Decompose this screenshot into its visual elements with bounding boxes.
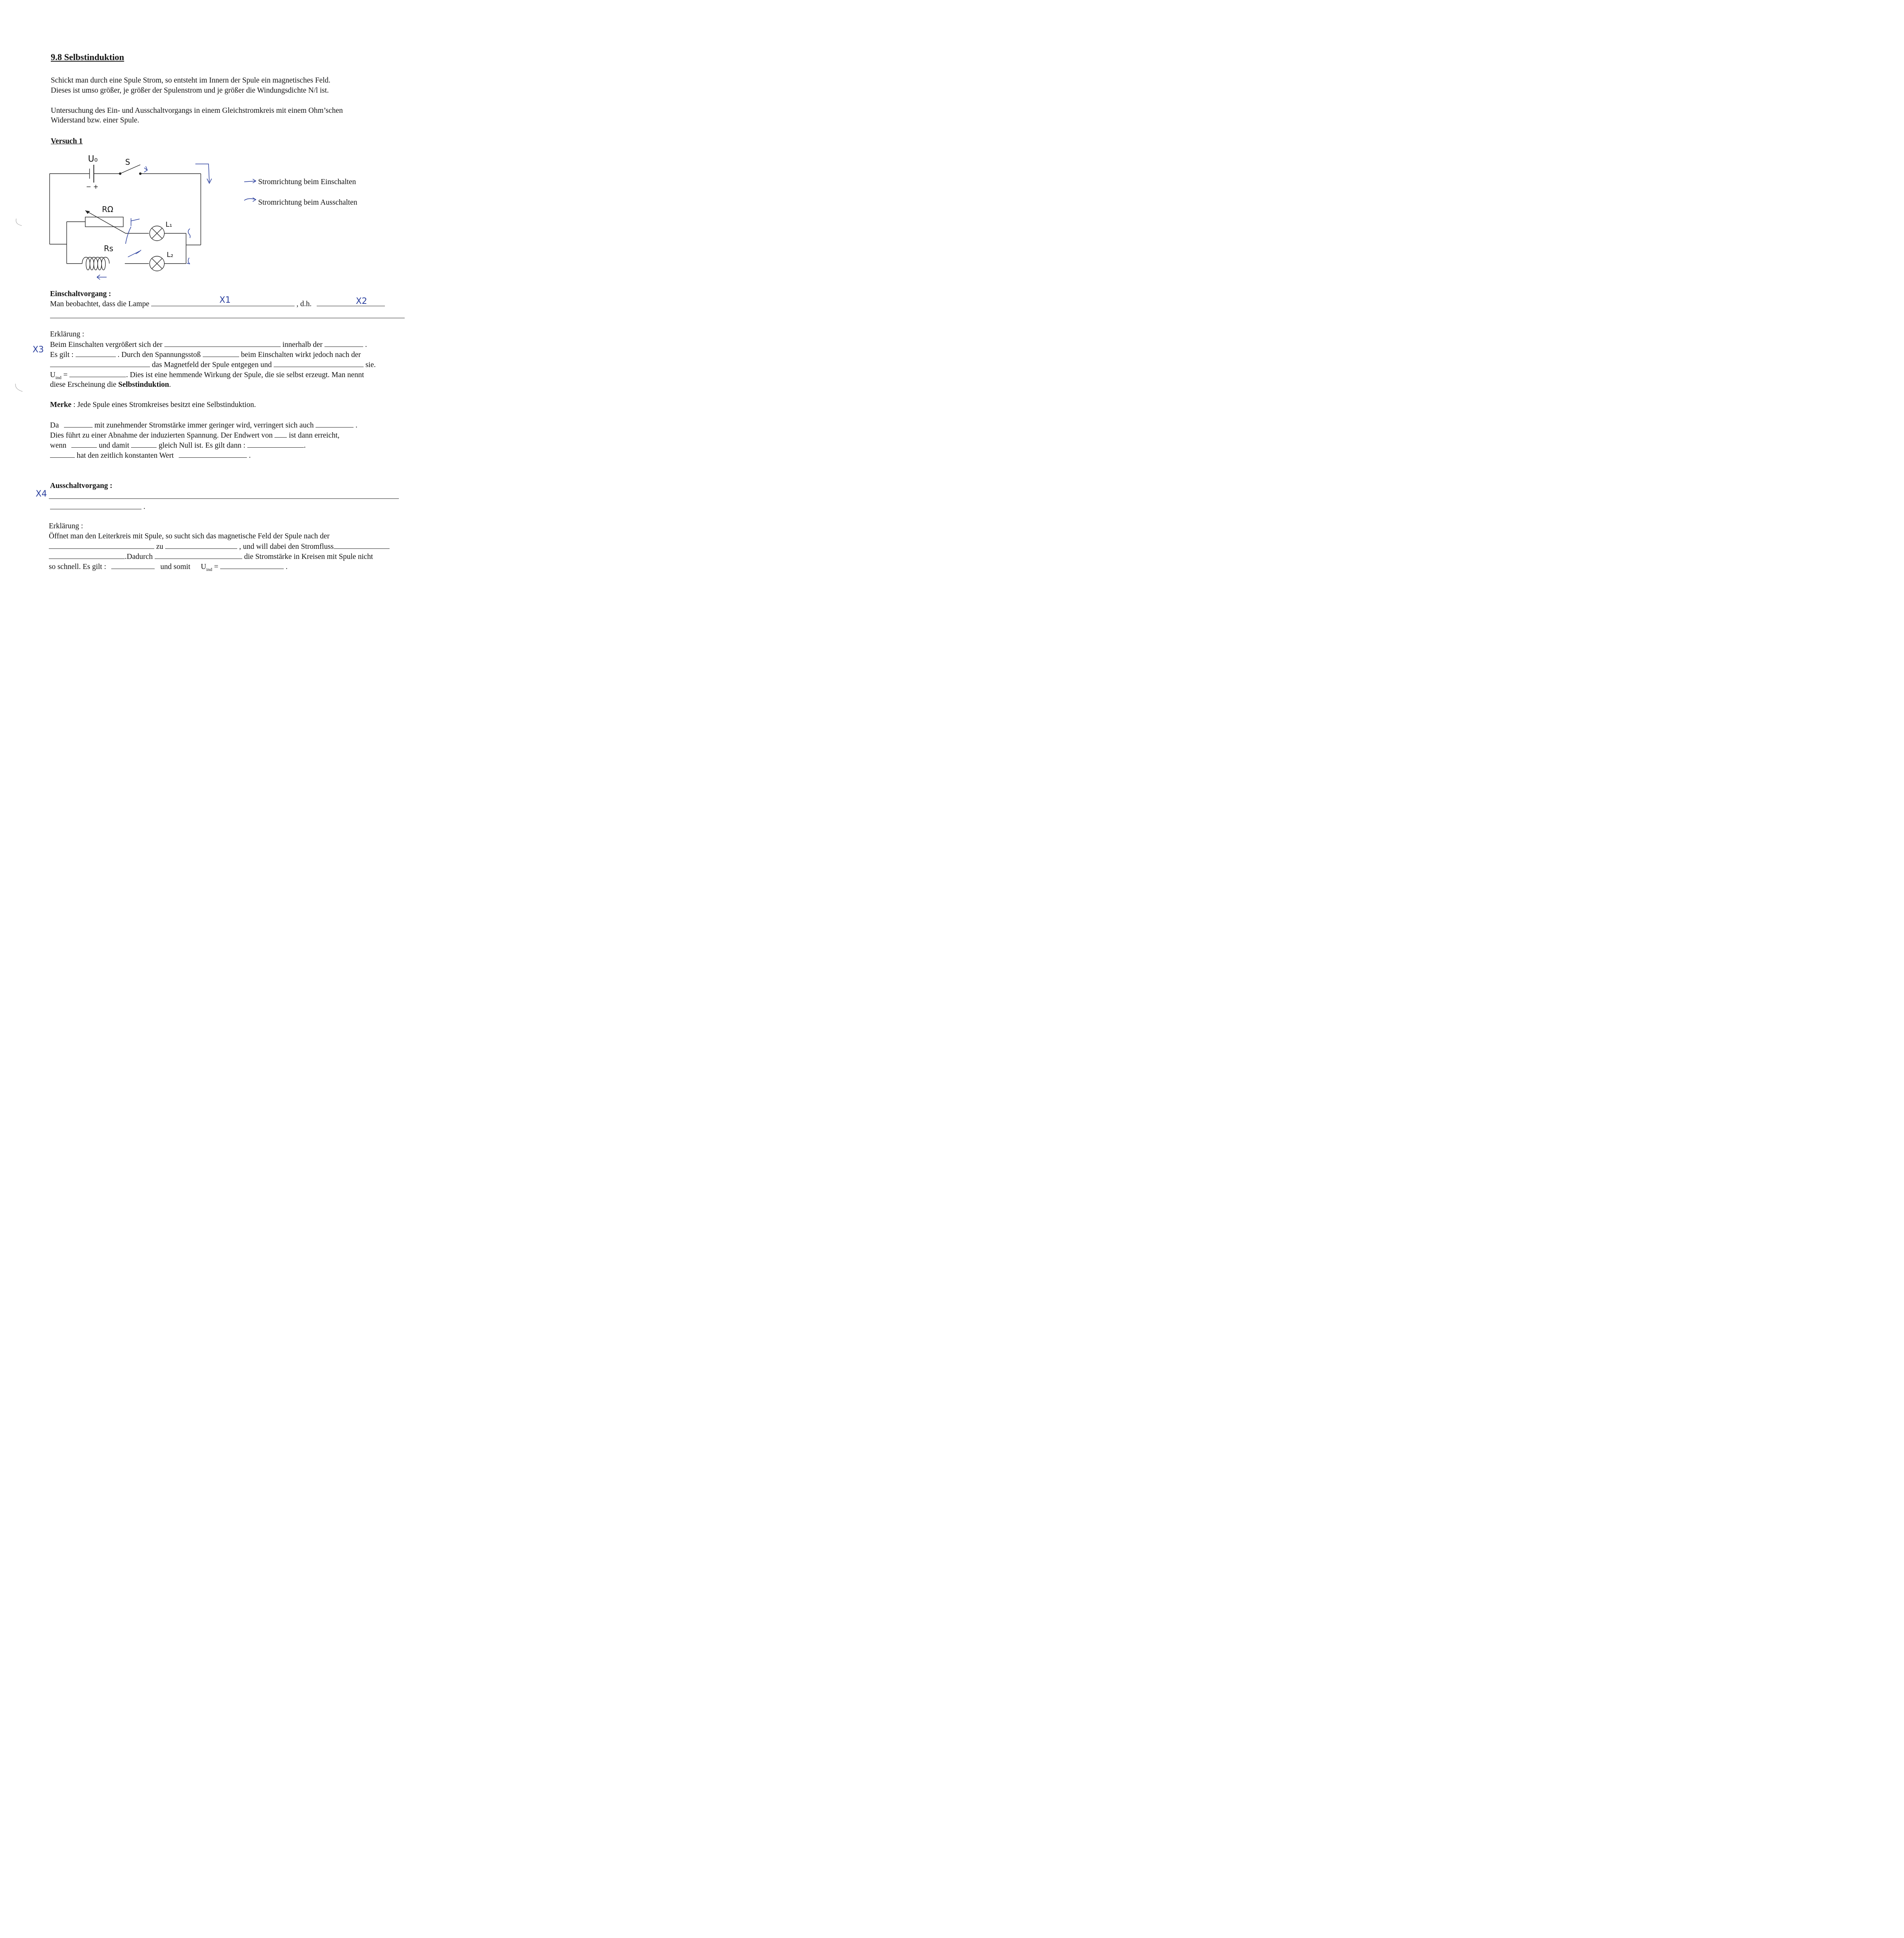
da-line-2 (50, 431, 340, 440)
explanation1-line-4 (50, 371, 364, 380)
explanation1-line-5 (50, 381, 171, 389)
explanation2-line-4 (49, 563, 288, 572)
blank (49, 553, 125, 559)
intro-line-2: Dieses ist umso größer, je größer der Spulenstrom und je größer die Windungsdichte N/l ist. (51, 86, 329, 95)
da-line-1 (50, 421, 357, 429)
text: und damit (99, 441, 129, 450)
legend-switch-on: Stromrichtung beim Einschalten (258, 178, 356, 186)
blank (69, 371, 126, 377)
text: . (249, 452, 251, 460)
worksheet-page (0, 0, 428, 607)
subscript: ind (55, 374, 62, 380)
observe-text: Man beobachtet, dass die Lampe (50, 300, 150, 308)
switch-on-observe (50, 300, 385, 308)
resistor-label: RΩ (102, 205, 114, 214)
text: U (200, 563, 207, 571)
text: . (304, 441, 306, 450)
answer-line (49, 498, 399, 499)
text: gleich Null ist. Es gilt dann : (159, 441, 245, 450)
explanation2-line-1: Öffnet man den Leiterkreis mit Spule, so sucht sich das magnetische Feld der Spule nach der (49, 532, 330, 540)
text: . (169, 381, 171, 389)
text: diese Erscheinung die (50, 381, 118, 389)
text: Es gilt : (50, 351, 74, 359)
text: ist dann erreicht, (289, 431, 340, 440)
blank (316, 421, 354, 428)
hand-mark-x1: X1 (219, 295, 231, 305)
blank (131, 441, 157, 448)
text: so schnell. Es gilt : (49, 563, 106, 571)
text: U (50, 371, 56, 379)
coil-label: Rs (104, 244, 114, 253)
blank (111, 563, 155, 569)
text: . (355, 421, 357, 429)
text: . (286, 563, 288, 571)
blank (49, 543, 154, 549)
polarity-label: − + (86, 183, 98, 190)
text: und somit (160, 563, 191, 571)
explanation-heading-2: Erklärung : (49, 522, 83, 530)
text: .Dadurch (125, 553, 153, 561)
blank (334, 543, 390, 549)
experiment-heading: Versuch 1 (51, 137, 83, 145)
legend-arrows (243, 176, 258, 207)
blank (274, 431, 287, 438)
merke-line (50, 401, 256, 409)
text: . Dies ist eine hemmende Wirkung der Spule, die sie selbst erzeugt. Man nennt (126, 371, 364, 379)
blank (50, 452, 75, 458)
text: innerhalb der (282, 341, 323, 349)
text: die Stromstärke in Kreisen mit Spule nicht (244, 553, 373, 561)
text: hat den zeitlich konstanten Wert (76, 452, 174, 460)
text: zu (156, 543, 164, 551)
text: . (365, 341, 367, 349)
blank (50, 361, 150, 367)
blank (76, 351, 116, 357)
end-dot: . (143, 503, 145, 511)
blank (165, 543, 237, 549)
text: Dies führt zu einer Abnahme der induzierten Spannung. Der Endwert von (50, 431, 273, 440)
blank (164, 341, 281, 347)
text: mit zunehmender Stromstärke immer geringer wird, verringert sich auch (94, 421, 314, 429)
da-line-4 (50, 452, 251, 460)
blank (247, 441, 304, 448)
lamp2-label: L₂ (167, 251, 174, 259)
text: wenn (50, 441, 67, 450)
explanation1-line-2 (50, 351, 361, 359)
switch-on-heading: Einschaltvorgang : (50, 290, 111, 298)
subscript: ind (206, 566, 212, 572)
switch-label: S (125, 157, 130, 167)
blank (220, 563, 284, 569)
blank (155, 553, 242, 559)
blank (274, 361, 364, 367)
term-selbstinduktion: Selbstinduktion (118, 381, 169, 389)
switch-off-heading: Ausschaltvorgang : (50, 482, 112, 490)
text: beim Einschalten wirkt jedoch nach der (241, 351, 361, 359)
text: , und will dabei den Stromfluss (239, 543, 334, 551)
merke-label: Merke (50, 401, 72, 409)
hand-mark-x3: X3 (33, 345, 44, 355)
blank (64, 421, 93, 428)
blank-dh (317, 300, 385, 306)
explanation1-line-1 (50, 341, 367, 349)
text: Beim Einschalten vergrößert sich der (50, 341, 162, 349)
text: Da (50, 421, 59, 429)
dh-text: , d.h. (296, 300, 312, 308)
merke-text: : Jede Spule eines Stromkreises besitzt eine Selbstinduktion. (71, 401, 256, 409)
circuit-diagram (39, 153, 225, 285)
da-line-3 (50, 441, 306, 450)
text: = (212, 563, 221, 571)
hand-mark-x4: X4 (36, 489, 47, 499)
source-label: U₀ (88, 154, 98, 164)
text: sie. (365, 361, 376, 369)
blank (71, 441, 97, 448)
blank (179, 452, 247, 458)
legend-switch-off: Stromrichtung beim Ausschalten (258, 198, 357, 207)
hand-mark-x2: X2 (356, 297, 367, 306)
intro-line-1: Schickt man durch eine Spule Strom, so entsteht im Innern der Spule ein magnetisches Feld. (51, 76, 331, 84)
explanation-heading-1: Erklärung : (50, 330, 85, 338)
text: das Magnetfeld der Spule entgegen und (152, 361, 272, 369)
lamp1-label: L₁ (166, 221, 172, 229)
blank (324, 341, 363, 347)
page-title: 9.8 Selbstinduktion (51, 52, 124, 62)
explanation1-line-3 (50, 361, 376, 369)
text: = (61, 371, 70, 379)
text: . Durch den Spannungsstoß (117, 351, 201, 359)
blank (203, 351, 239, 357)
explanation2-line-2 (49, 543, 390, 551)
explanation2-line-3 (49, 553, 373, 561)
investigation-line-1: Untersuchung des Ein- und Ausschaltvorgangs in einem Gleichstromkreis mit einem Ohm’schen (51, 107, 343, 115)
scan-margin-marks (13, 217, 25, 395)
investigation-line-2: Widerstand bzw. einer Spule. (51, 116, 140, 124)
